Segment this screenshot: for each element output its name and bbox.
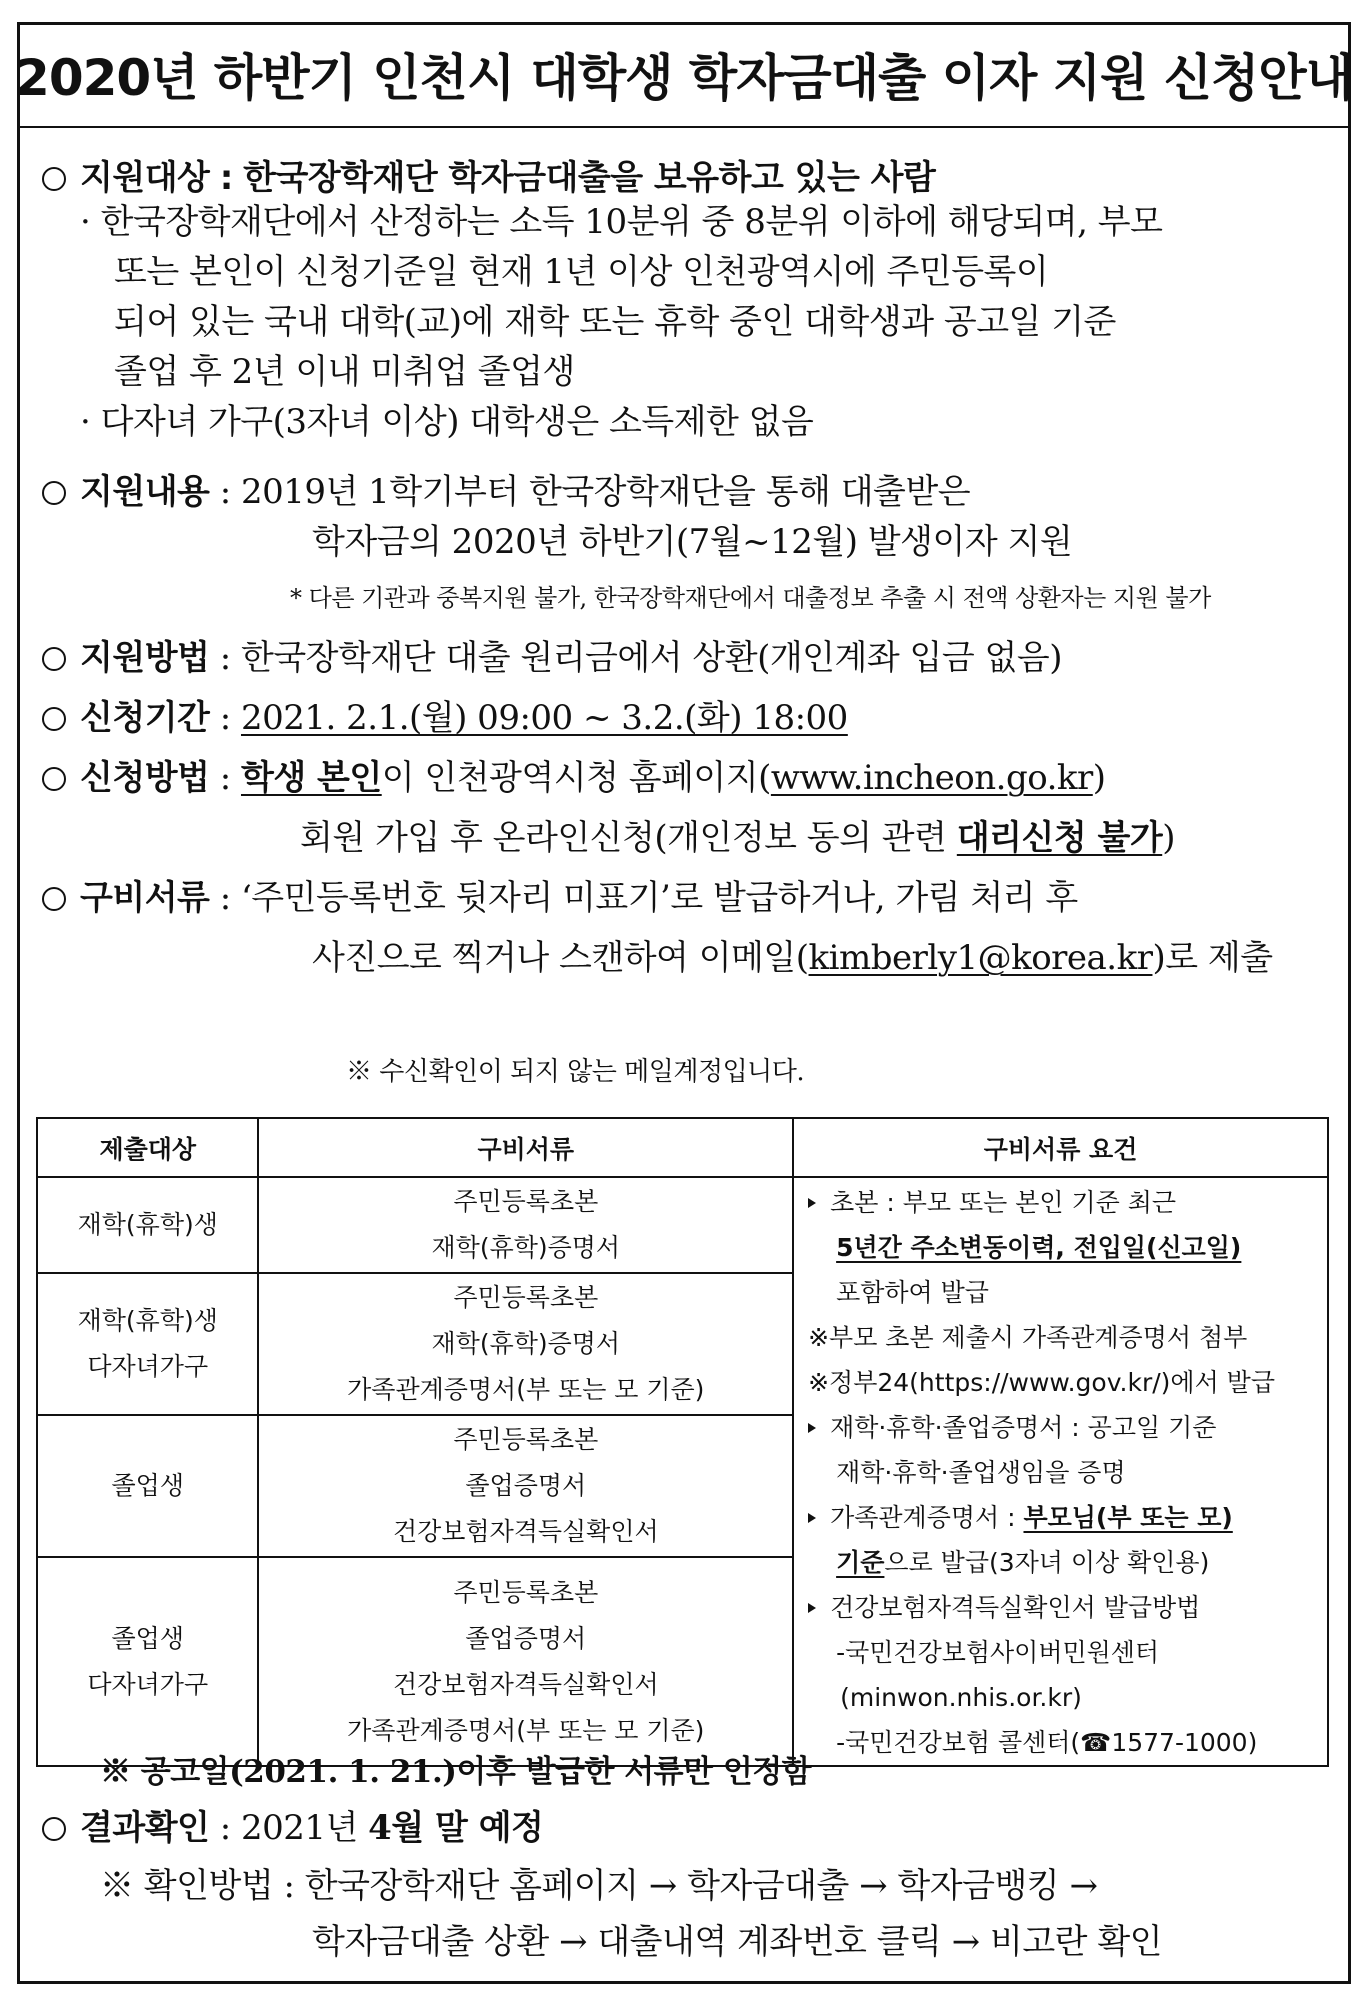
section-period: 신청기간 : 2021. 2.1.(월) 09:00 ~ 3.2.(화) 18:00	[42, 698, 848, 738]
section-label: 구비서류	[80, 878, 210, 918]
section-label: 지원내용	[80, 472, 210, 512]
documents-table	[36, 1117, 1329, 1767]
section-label: 결과확인	[80, 1808, 210, 1848]
target-bullet-1-line-1: · 한국장학재단에서 산정하는 소득 10분위 중 8분위 이하에 해당되며, 부모	[80, 202, 1163, 242]
docs-line-2: 사진으로 찍거나 스캔하여 이메일(kimberly1@korea.kr)로 제출	[312, 938, 1273, 978]
header-requirements: 구비서류 요건	[793, 1118, 1328, 1177]
header-docs: 구비서류	[258, 1118, 793, 1177]
period-value: 2021. 2.1.(월) 09:00 ~ 3.2.(화) 18:00	[240, 698, 848, 738]
section-label: 지원방법	[80, 638, 210, 678]
title-bar	[17, 22, 1351, 128]
target-cell: 재학(휴학)생	[37, 1177, 258, 1273]
target-bullet-1-line-3: 되어 있는 국내 대학(교)에 재학 또는 휴학 중인 대학생과 공고일 기준	[114, 302, 1116, 342]
circle-bullet-icon	[42, 481, 66, 505]
section-content: 지원내용 : 2019년 1학기부터 한국장학재단을 통해 대출받은	[42, 472, 970, 512]
table-row	[37, 1177, 1328, 1273]
dot-bullet-icon: ·	[80, 402, 91, 442]
incheon-homepage-link[interactable]: www.incheon.go.kr	[770, 758, 1093, 798]
target-bullet-1-line-4: 졸업 후 2년 이내 미취업 졸업생	[114, 352, 575, 392]
target-cell: 졸업생	[37, 1415, 258, 1557]
section-value: 한국장학재단 학자금대출을 보유하고 있는 사람	[243, 158, 936, 198]
no-proxy-emphasis: 대리신청 불가	[956, 818, 1163, 858]
content-note: * 다른 기관과 중복지원 불가, 한국장학재단에서 대출정보 추출 시 전액 상환자는 지원 불가	[290, 584, 1211, 612]
section-docs: 구비서류 : ‘주민등록번호 뒷자리 미표기’로 발급하거나, 가림 처리 후	[42, 878, 1078, 918]
triangle-bullet-icon	[808, 1603, 816, 1613]
circle-bullet-icon	[42, 887, 66, 911]
header-target: 제출대상	[37, 1118, 258, 1177]
table-header-row	[37, 1118, 1328, 1177]
result-date-emphasis: 4월 말 예정	[368, 1808, 544, 1848]
section-label: 지원대상	[80, 158, 210, 198]
target-bullet-1-line-2: 또는 본인이 신청기준일 현재 1년 이상 인천광역시에 주민등록이	[114, 252, 1049, 292]
target-cell: 졸업생 다자녀가구	[37, 1557, 258, 1766]
content-line-2: 학자금의 2020년 하반기(7월~12월) 발생이자 지원	[312, 522, 1073, 562]
issue-date-note: ※ 공고일(2021. 1. 21.)이후 발급한 서류만 인정함	[100, 1754, 812, 1790]
section-apply: 신청방법 : 학생 본인이 인천광역시청 홈페이지(www.incheon.go.kr)	[42, 758, 1106, 798]
apply-line-2: 회원 가입 후 온라인신청(개인정보 동의 관련 대리신청 불가)	[300, 818, 1175, 858]
circle-bullet-icon	[42, 647, 66, 671]
result-how-line-1: ※ 확인방법 : 한국장학재단 홈페이지 → 학자금대출 → 학자금뱅킹 →	[100, 1866, 1098, 1906]
target-cell: 재학(휴학)생 다자녀가구	[37, 1273, 258, 1415]
docs-cell: 주민등록초본 졸업증명서 건강보험자격득실확인서 가족관계증명서(부 또는 모 기준)	[258, 1557, 793, 1766]
section-target: 지원대상 : 한국장학재단 학자금대출을 보유하고 있는 사람	[42, 158, 935, 198]
section-label: 신청기간	[80, 698, 210, 738]
dot-bullet-icon: ·	[80, 202, 91, 242]
triangle-bullet-icon	[808, 1198, 816, 1208]
section-label: 신청방법	[80, 758, 210, 798]
email-link[interactable]: kimberly1@korea.kr	[808, 938, 1153, 978]
requirements-cell: 초본 : 부모 또는 본인 기준 최근 5년간 주소변동이력, 전입일(신고일) 포함하여 발급 ※부모 초본 제출시 가족관계증명서 첨부 ※정부24(https://www.gov.kr/)에서 발급 재학·휴학·졸업증명서 : 공고일 기준 재학·휴학·졸업생임을 증명 가족관계증명서 : 부모님(부 또는 모) 기준으로 발급(3자녀 이상 확인용) 건강보험자격득실확인서 발급방법 -국민건강보험사이버민원센터 (minwon.nhis.or.kr) -국민건강보험 콜센터(☎1577-1000)	[793, 1177, 1328, 1766]
circle-bullet-icon	[42, 767, 66, 791]
triangle-bullet-icon	[808, 1513, 816, 1523]
circle-bullet-icon	[42, 167, 66, 191]
circle-bullet-icon	[42, 1817, 66, 1841]
section-result: 결과확인 : 2021년 4월 말 예정	[42, 1808, 543, 1848]
target-bullet-2: · 다자녀 가구(3자녀 이상) 대학생은 소득제한 없음	[80, 402, 814, 442]
student-self-emphasis: 학생 본인	[240, 758, 382, 798]
docs-cell: 주민등록초본 재학(휴학)증명서	[258, 1177, 793, 1273]
docs-note: ※ 수신확인이 되지 않는 메일계정입니다.	[346, 1057, 805, 1087]
result-how-line-2: 학자금대출 상환 → 대출내역 계좌번호 클릭 → 비고란 확인	[312, 1922, 1163, 1962]
section-method: 지원방법 : 한국장학재단 대출 원리금에서 상환(개인계좌 입금 없음)	[42, 638, 1062, 678]
docs-cell: 주민등록초본 졸업증명서 건강보험자격득실확인서	[258, 1415, 793, 1557]
page-title: 2020년 하반기 인천시 대학생 학자금대출 이자 지원 신청안내	[15, 49, 1353, 107]
triangle-bullet-icon	[808, 1423, 816, 1433]
docs-cell: 주민등록초본 재학(휴학)증명서 가족관계증명서(부 또는 모 기준)	[258, 1273, 793, 1415]
circle-bullet-icon	[42, 707, 66, 731]
